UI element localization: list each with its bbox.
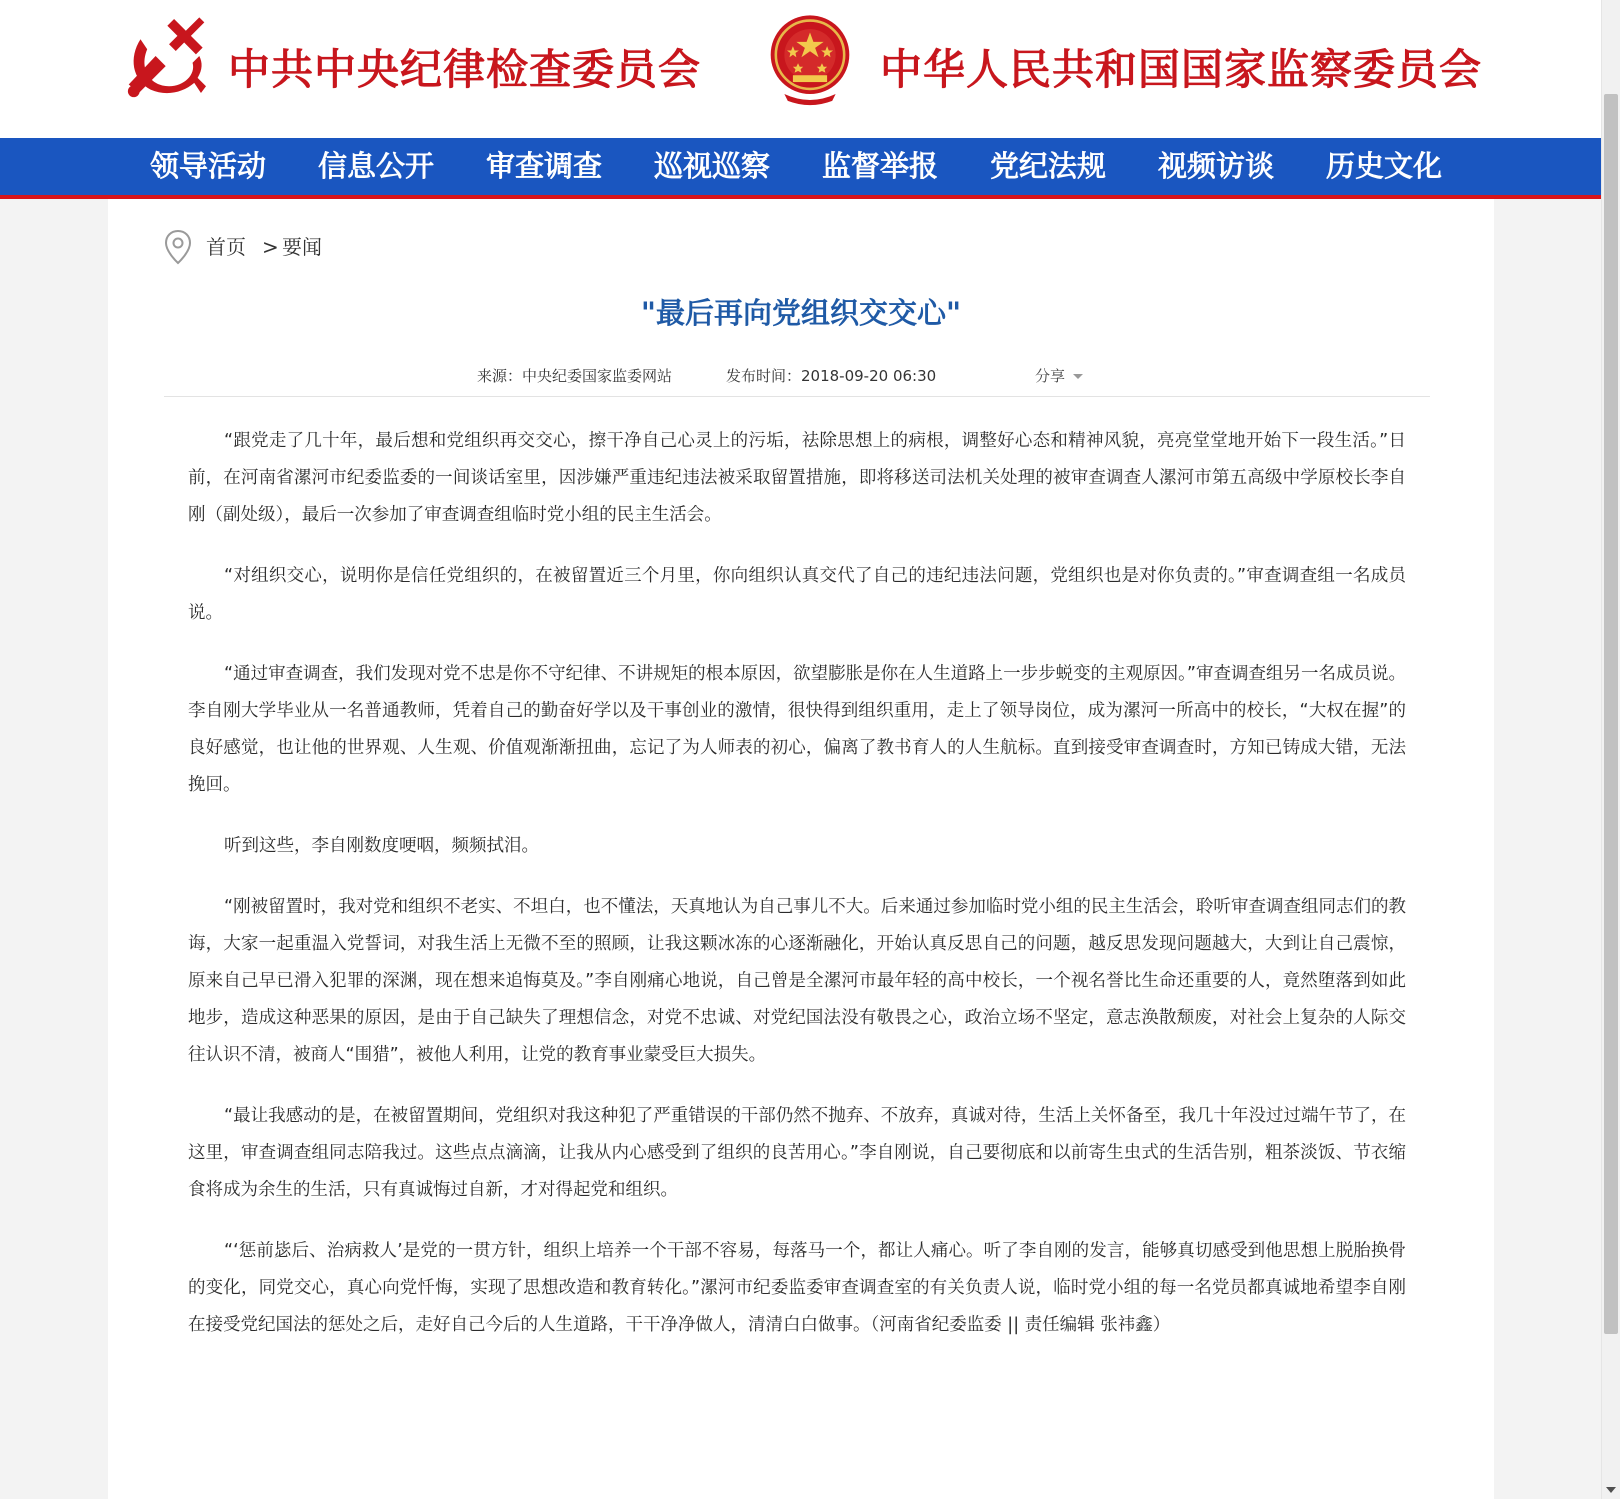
nav-item-inspection[interactable]: 巡视巡察 bbox=[654, 149, 771, 183]
nav-item-video-interviews[interactable]: 视频访谈 bbox=[1158, 149, 1275, 183]
article-container bbox=[108, 199, 1494, 1499]
scroll-down-arrow-icon[interactable] bbox=[1606, 1487, 1616, 1493]
article-body bbox=[188, 423, 1406, 1368]
article-paragraph: “跟党走了几十年，最后想和党组织再交交心，擦干净自己心灵上的污垢，祛除思想上的病根，调整好心态和精神风貌，亮亮堂堂地开始下一段生活。”日前，在河南省漯河市纪委监委的一间谈话室里，因涉嫌严重违纪违法被采取留置措施，即将移送司法机关处理的被审查调查人漯河市第五高级中学原校长李自刚（副处级），最后一次参加了审查调查组临时党小组的民主生活会。 bbox=[188, 431, 1406, 525]
nav-item-information-disclosure[interactable]: 信息公开 bbox=[318, 149, 435, 183]
nav-item-history-culture[interactable]: 历史文化 bbox=[1326, 149, 1443, 183]
share-dropdown[interactable] bbox=[1035, 361, 1083, 391]
chevron-down-icon bbox=[1073, 374, 1083, 379]
cpc-ccdi-title: 中共中央纪律检查委员会 bbox=[228, 45, 702, 94]
article-source: 来源：中央纪委国家监委网站 bbox=[477, 367, 673, 385]
breadcrumb-separator: > bbox=[262, 235, 279, 259]
nav-item-report[interactable]: 监督举报 bbox=[822, 149, 939, 183]
main-nav bbox=[0, 138, 1602, 199]
location-pin-icon bbox=[164, 229, 192, 265]
article-paragraph: “通过审查调查，我们发现对党不忠是你不守纪律、不讲规矩的根本原因，欲望膨胀是你在人生道路上一步步蜕变的主观原因。”审查调查组另一名成员说。李自刚大学毕业从一名普通教师，凭着自己的勤奋好学以及干事创业的激情，很快得到组织重用，走上了领导岗位，成为漯河一所高中的校长，“大权在握”的良好感觉，也让他的世界观、人生观、价值观渐渐扭曲，忘记了为人师表的初心，偏离了教书育人的人生航标。直到接受审查调查时，方知已铸成大错，无法挽回。 bbox=[188, 664, 1406, 795]
meta-divider bbox=[164, 396, 1430, 397]
nsc-title: 中华人民共和国国家监察委员会 bbox=[880, 45, 1483, 94]
scrollbar[interactable] bbox=[1601, 0, 1620, 1499]
article-paragraph: “对组织交心，说明你是信任党组织的，在被留置近三个月里，你向组织认真交代了自己的违纪违法问题，党组织也是对你负责的。”审查调查组一名成员说。 bbox=[188, 566, 1406, 623]
breadcrumb-home-link[interactable]: 首页 bbox=[206, 235, 246, 259]
breadcrumb-current-link[interactable]: 要闻 bbox=[282, 235, 322, 259]
article-paragraph: “‘惩前毖后、治病救人’是党的一贯方针，组织上培养一个干部不容易，每落马一个，都让人痛心。听了李自刚的发言，能够真切感受到他思想上脱胎换骨的变化，同党交心，真心向党忏悔，实现了思想改造和教育转化。”漯河市纪委监委审查调查室的有关负责人说，临时党小组的每一名党员都真诚地希望李自刚在接受党纪国法的惩处之后，走好自己今后的人生道路，干干净净做人，清清白白做事。（河南省纪委监委 || 责任编辑 张祎鑫） bbox=[188, 1241, 1406, 1335]
nav-item-investigation[interactable]: 审查调查 bbox=[486, 149, 603, 183]
article-paragraph: 听到这些，李自刚数度哽咽，频频拭泪。 bbox=[224, 836, 539, 856]
share-label: 分享 bbox=[1035, 367, 1066, 385]
article-title: "最后再向党组织交交心" bbox=[640, 296, 962, 330]
article-meta bbox=[108, 361, 1494, 391]
party-emblem-icon[interactable] bbox=[122, 14, 206, 98]
article-publish-time: 发布时间：2018-09-20 06:30 bbox=[726, 367, 937, 385]
nav-item-leader-activities[interactable]: 领导活动 bbox=[150, 149, 267, 183]
article-paragraph: “刚被留置时，我对党和组织不老实、不坦白，也不懂法，天真地认为自己事儿不大。后来通过参加临时党小组的民主生活会，聆听审查调查组同志们的教诲，大家一起重温入党誓词，对我生活上无微不至的照顾，让我这颗冰冻的心逐渐融化，开始认真反思自己的问题，越反思发现问题越大，大到让自己震惊，原来自己早已滑入犯罪的深渊，现在想来追悔莫及。”李自刚痛心地说，自己曾是全漯河市最年轻的高中校长，一个视名誉比生命还重要的人，竟然堕落到如此地步，造成这种恶果的原因，是由于自己缺失了理想信念，对党不忠诚、对党纪国法没有敬畏之心，政治立场不坚定，意志涣散颓废，对社会上复杂的人际交往认识不清，被商人“围猎”，被他人利用，让党的教育事业蒙受巨大损失。 bbox=[188, 897, 1406, 1065]
article-paragraph: “最让我感动的是，在被留置期间，党组织对我这种犯了严重错误的干部仍然不抛弃、不放弃，真诚对待，生活上关怀备至，我几十年没过过端午节了，在这里，审查调查组同志陪我过。这些点点滴滴，让我从内心感受到了组织的良苦用心。”李自刚说，自己要彻底和以前寄生虫式的生活告别，粗茶淡饭、节衣缩食将成为余生的生活，只有真诚悔过自新，才对得起党和组织。 bbox=[188, 1106, 1406, 1200]
nav-item-regulations[interactable]: 党纪法规 bbox=[990, 149, 1107, 183]
site-header bbox=[0, 0, 1602, 138]
scrollbar-thumb[interactable] bbox=[1604, 94, 1618, 1334]
national-emblem-icon[interactable] bbox=[767, 12, 853, 106]
